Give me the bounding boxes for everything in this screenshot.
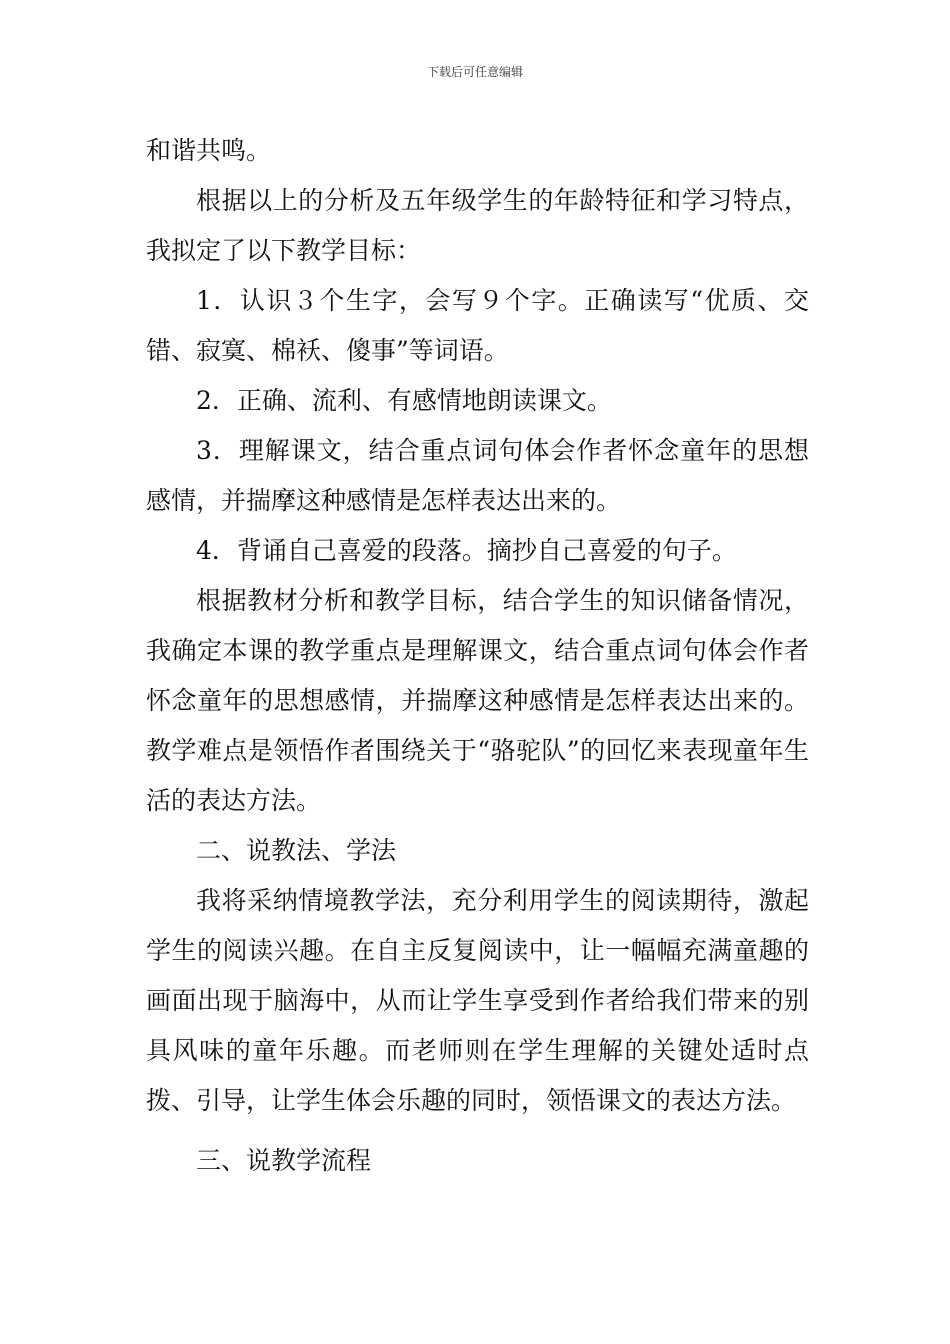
objective-item-4: 4．背诵自己喜爱的段落。摘抄自己喜爱的句子。 [196, 536, 737, 565]
objective-item-1: 1．认识３个生字，会写９个字。正确读写“优质、交错、寂寞、棉袄、傻事”等词语。 [146, 286, 809, 365]
page-header: 下载后可任意编辑 [426, 65, 523, 79]
section-heading-methods: 二、说教法、学法 [196, 836, 397, 865]
document-body [146, 126, 809, 1186]
paragraph-key-points: 根据教材分析和教学目标，结合学生的知识储备情况，我确定本课的教学重点是理解课文，结合重点词句体会作者怀念童年的思想感情，并揣摩这种感情是怎样表达出来的。教学难点是领悟作者围绕关于“骆驼队”的回忆来表现童年生活的表达方法。 [146, 586, 809, 815]
paragraph-objectives-intro: 根据以上的分析及五年级学生的年龄特征和学习特点，我拟定了以下教学目标： [146, 186, 809, 265]
paragraph-methods: 我将采纳情境教学法，充分利用学生的阅读期待，激起学生的阅读兴趣。在自主反复阅读中，让一幅幅充满童趣的画面出现于脑海中，从而让学生享受到作者给我们带来的别具风味的童年乐趣。而老师则在学生理解的关键处适时点拨、引导，让学生体会乐趣的同时，领悟课文的表达方法。 [146, 886, 809, 1115]
objective-item-2: 2．正确、流利、有感情地朗读课文。 [196, 386, 612, 415]
objective-item-3: 3．理解课文，结合重点词句体会作者怀念童年的思想感情，并揣摩这种感情是怎样表达出来的。 [146, 436, 809, 515]
paragraph-continuation: 和谐共鸣。 [146, 136, 272, 165]
section-heading-process: 三、说教学流程 [196, 1146, 372, 1175]
